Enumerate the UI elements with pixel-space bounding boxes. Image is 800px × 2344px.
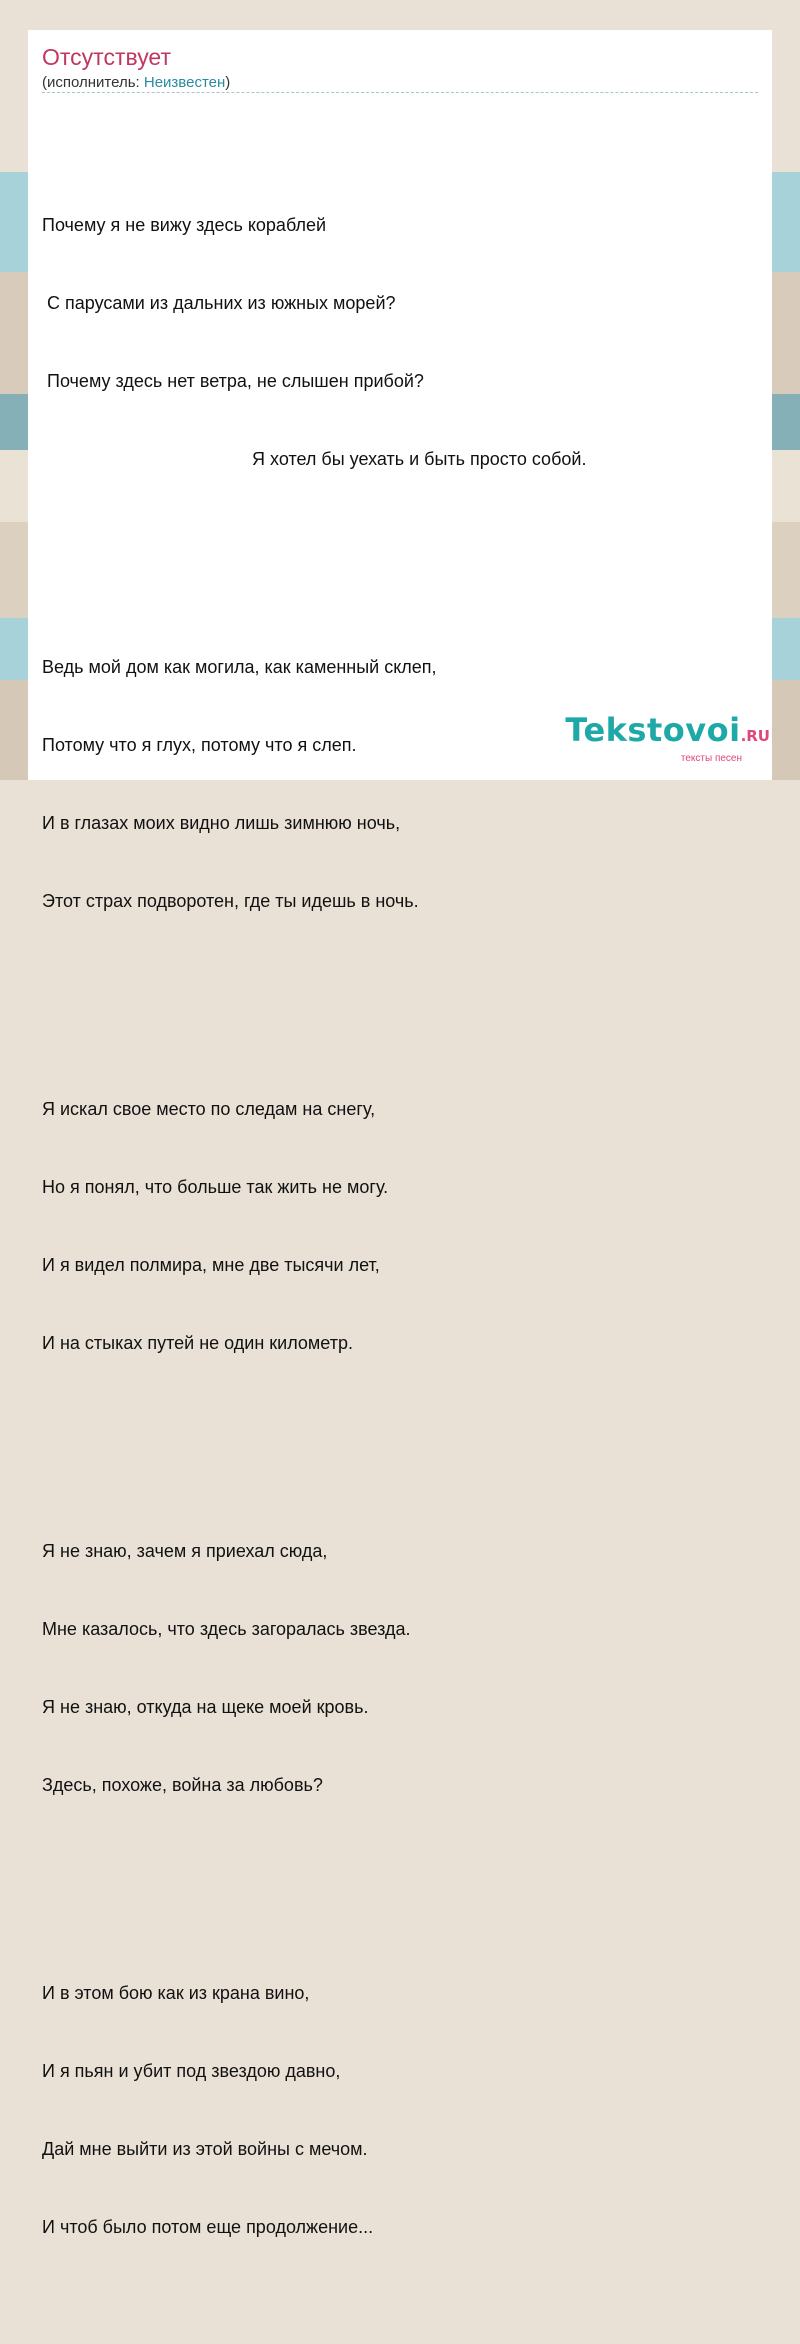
lyric-line: Этот страх подворотен, где ты идешь в ночь.	[42, 891, 419, 911]
lyric-line: Но я понял, что больше так жить не могу.	[42, 1177, 389, 1197]
lyric-line: И чтоб было потом еще продолжение...	[42, 2217, 374, 2237]
lyric-line: И я пьян и убит под звездою давно,	[42, 2061, 341, 2081]
lyric-line: Мне казалось, что здесь загоралась звезда.	[42, 1619, 411, 1639]
song-title: Отсутствует	[42, 44, 171, 70]
lyric-line: С парусами из дальних из южных морей?	[42, 293, 396, 313]
stanza	[42, 602, 586, 966]
lyric-line: Потому что я глух, потому что я слеп.	[42, 735, 357, 755]
logo-wordmark	[550, 713, 770, 753]
stanza	[42, 160, 586, 524]
logo-tagline: тексты песен	[680, 753, 742, 764]
divider	[42, 92, 758, 93]
artist-link[interactable]: Неизвестен	[143, 74, 226, 91]
stanza	[42, 1928, 586, 2292]
lyric-line: Я не знаю, зачем я приехал сюда,	[42, 1541, 328, 1561]
lyric-line: Почему я не вижу здесь кораблей	[42, 215, 327, 235]
lyric-line: Я не знаю, откуда на щеке моей кровь.	[42, 1697, 369, 1717]
logo-tld: .RU	[740, 727, 770, 745]
lyric-line: Здесь, похоже, война за любовь?	[42, 1775, 323, 1795]
lyric-line: И в этом бою как из крана вино,	[42, 1983, 310, 2003]
site-logo[interactable]	[550, 713, 770, 765]
stanza	[42, 1486, 586, 1850]
lyric-line: Я искал свое место по следам на снегу,	[42, 1099, 376, 1119]
performer-suffix: )	[225, 74, 231, 91]
performer-line	[42, 74, 230, 92]
stanza	[42, 1044, 586, 1408]
lyric-line: Я хотел бы уехать и быть просто собой.	[42, 449, 587, 469]
lyrics-card	[28, 30, 772, 2237]
logo-name: Tekstovoi	[565, 711, 741, 749]
lyric-line: И в глазах моих видно лишь зимнюю ночь,	[42, 813, 401, 833]
performer-prefix: (исполнитель:	[42, 74, 144, 91]
lyric-line: Почему здесь нет ветра, не слышен прибой?	[42, 371, 424, 391]
lyric-line: И я видел полмира, мне две тысячи лет,	[42, 1255, 380, 1275]
lyric-line: Ведь мой дом как могила, как каменный склеп,	[42, 657, 437, 677]
lyric-line: Дай мне выйти из этой войны с мечом.	[42, 2139, 368, 2159]
lyric-line: И на стыках путей не один километр.	[42, 1333, 353, 1353]
lyrics-text	[42, 108, 586, 2344]
